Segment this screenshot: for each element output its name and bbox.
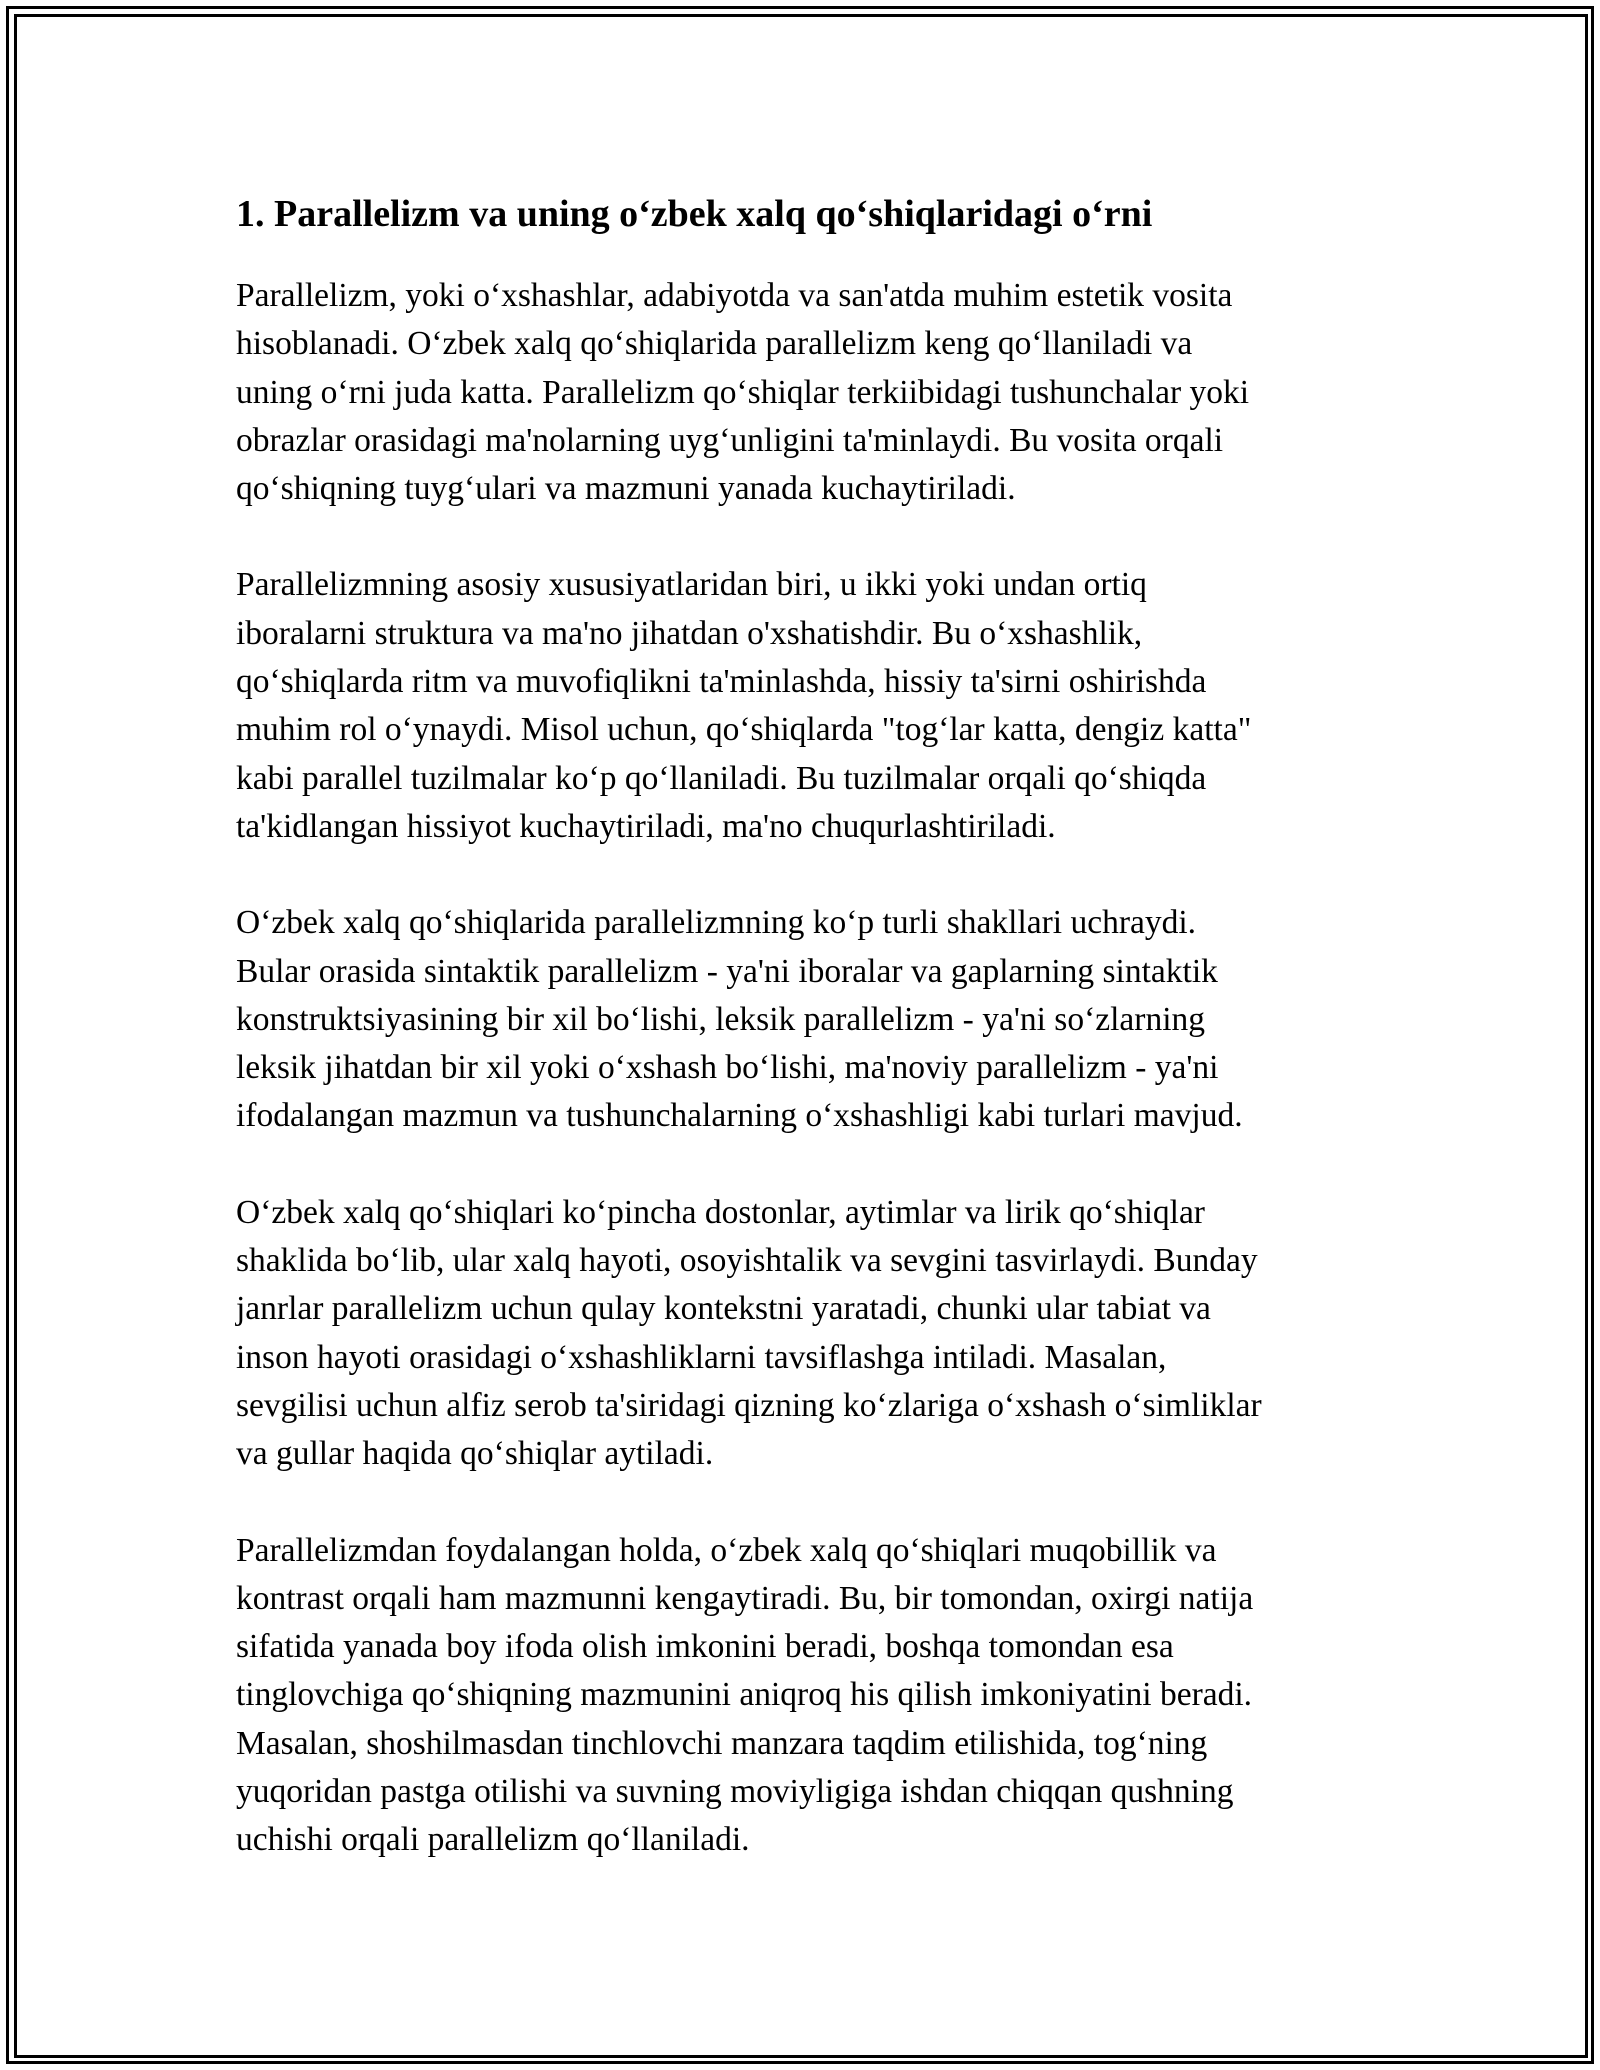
paragraph-line: leksik jihatdan bir xil yoki o‘xshash bo‘lishi, ma'noviy parallelizm - ya'ni [236, 1049, 1219, 1087]
paragraph-2 [236, 561, 1376, 851]
paragraph-line: kabi parallel tuzilmalar ko‘p qo‘llaniladi. Bu tuzilmalar orqali qo‘shiqda [236, 759, 1207, 797]
paragraph-line: Masalan, shoshilmasdan tinchlovchi manzara taqdim etilishida, tog‘ning [236, 1724, 1208, 1762]
paragraph-4 [236, 1189, 1376, 1479]
paragraph-line: tinglovchiga qo‘shiqning mazmunini aniqroq his qilish imkoniyatini beradi. [236, 1676, 1253, 1714]
paragraph-line: yuqoridan pastga otilishi va suvning moviyligiga ishdan chiqqan qushning [236, 1773, 1234, 1811]
paragraph-line: kontrast orqali ham mazmunni kengaytiradi. Bu, bir tomondan, oxirgi natija [236, 1579, 1254, 1617]
paragraph-line: hisoblanadi. O‘zbek xalq qo‘shiqlarida parallelizm keng qo‘llaniladi va [236, 325, 1193, 363]
paragraph-line: Bular orasida sintaktik parallelizm - ya'ni iboralar va gaplarning sintaktik [236, 952, 1218, 990]
paragraph-line: uchishi orqali parallelizm qo‘llaniladi. [236, 1821, 750, 1859]
paragraph-1 [236, 272, 1376, 513]
paragraph-line: Parallelizmdan foydalangan holda, o‘zbek xalq qo‘shiqlari muqobillik va [236, 1531, 1217, 1569]
paragraph-line: ta'kidlangan hissiyot kuchaytiriladi, ma'no chuqurlashtiriladi. [236, 807, 1056, 845]
paragraph-line: O‘zbek xalq qo‘shiqlarida parallelizmning ko‘p turli shakllari uchraydi. [236, 904, 1197, 942]
paragraph-line: konstruktsiyasining bir xil bo‘lishi, leksik parallelizm - ya'ni so‘zlarning [236, 1000, 1205, 1038]
paragraph-line: sevgilisi uchun alfiz serob ta'siridagi qizning ko‘zlariga o‘xshash o‘simliklar [236, 1386, 1262, 1424]
paragraph-line: O‘zbek xalq qo‘shiqlari ko‘pincha dostonlar, aytimlar va lirik qo‘shiqlar [236, 1193, 1205, 1231]
paragraph-line: va gullar haqida qo‘shiqlar aytiladi. [236, 1435, 714, 1473]
paragraph-line: janrlar parallelizm uchun qulay kontekstni yaratadi, chunki ular tabiat va [236, 1290, 1211, 1328]
paragraph-line: qo‘shiqlarda ritm va muvofiqlikni ta'minlashda, hissiy ta'sirni oshirishda [236, 663, 1207, 701]
document-body [236, 186, 1376, 1913]
paragraph-line: ifodalangan mazmun va tushunchalarning o‘xshashligi kabi turlari mavjud. [236, 1097, 1243, 1135]
paragraph-line: shaklida bo‘lib, ular xalq hayoti, osoyishtalik va sevgini tasvirlaydi. Bunday [236, 1242, 1258, 1280]
paragraph-line: muhim rol o‘ynaydi. Misol uchun, qo‘shiqlarda "tog‘lar katta, dengiz katta" [236, 711, 1252, 749]
paragraph-line: inson hayoti orasidagi o‘xshashliklarni tavsiflashga intiladi. Masalan, [236, 1338, 1167, 1376]
paragraph-line: qo‘shiqning tuyg‘ulari va mazmuni yanada kuchaytiriladi. [236, 470, 1016, 508]
paragraph-line: iboralarni struktura va ma'no jihatdan o'xshatishdir. Bu o‘xshashlik, [236, 614, 1143, 652]
paragraph-line: obrazlar orasidagi ma'nolarning uyg‘unligini ta'minlaydi. Bu vosita orqali [236, 421, 1224, 459]
paragraph-5 [236, 1527, 1376, 1865]
paragraph-3 [236, 899, 1376, 1140]
paragraph-line: Parallelizm, yoki o‘xshashlar, adabiyotda va san'atda muhim estetik vosita [236, 277, 1233, 314]
paragraph-line: Parallelizmning asosiy xususiyatlaridan biri, u ikki yoki undan ortiq [236, 566, 1147, 604]
document-title: 1. Parallelizm va uning o‘zbek xalq qo‘shiqlaridagi o‘rni [236, 193, 1153, 235]
paragraph-line: sifatida yanada boy ifoda olish imkonini beradi, boshqa tomondan esa [236, 1628, 1174, 1666]
paragraph-line: uning o‘rni juda katta. Parallelizm qo‘shiqlar terkiibidagi tushunchalar yoki [236, 373, 1250, 411]
